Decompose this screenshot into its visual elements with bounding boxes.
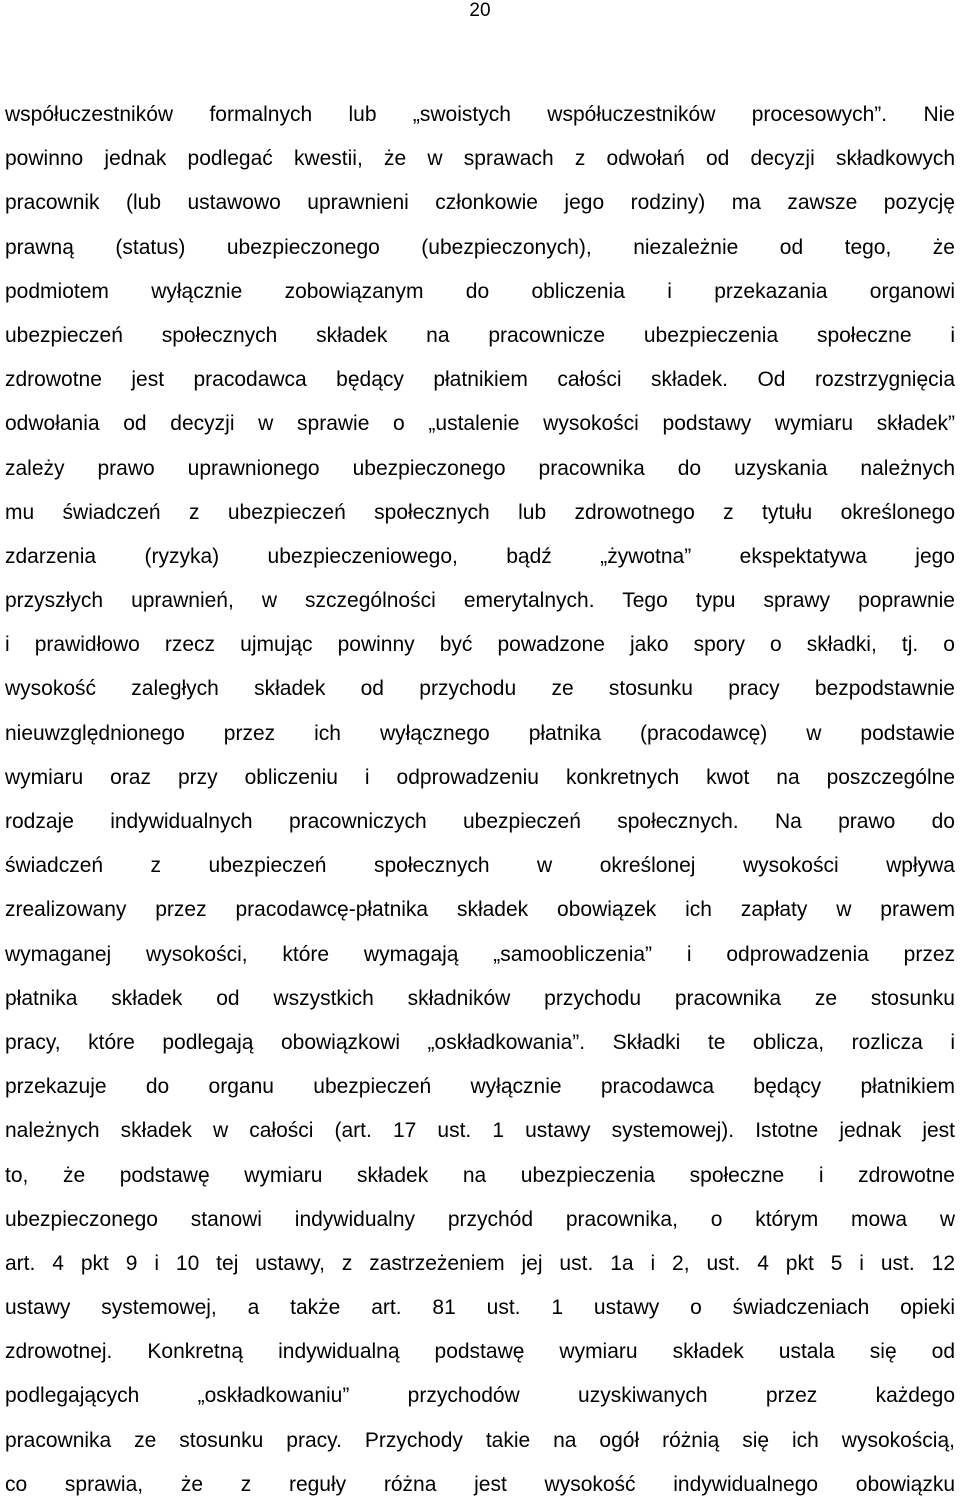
text-line: świadczeń z ubezpieczeń społecznych w określonej wysokości wpływa — [5, 854, 955, 878]
text-line: powinno jednak podlegać kwestii, że w sprawach z odwołań od decyzji składkowych — [5, 147, 955, 171]
text-line: ubezpieczeń społecznych składek na pracownicze ubezpieczenia społeczne i — [5, 323, 955, 347]
text-line: pracownika ze stosunku pracy. Przychody takie na ogół różnią się ich wysokością, — [5, 1428, 955, 1452]
text-line: wysokość zaległych składek od przychodu ze stosunku pracy bezpodstawnie — [5, 677, 955, 701]
page-number: 20 — [469, 0, 491, 21]
text-line: zdrowotnej. Konkretną indywidualną podstawę wymiaru składek ustala się od — [5, 1340, 955, 1364]
text-line: przekazuje do organu ubezpieczeń wyłącznie pracodawca będący płatnikiem — [5, 1075, 955, 1099]
text-line: i prawidłowo rzecz ujmując powinny być powadzone jako spory o składki, tj. o — [5, 633, 955, 657]
body-paragraph — [5, 93, 955, 1507]
text-line: współuczestników formalnych lub „swoistych współuczestników procesowych”. Nie — [5, 103, 955, 126]
text-line: podlegających „oskładkowaniu” przychodów uzyskiwanych przez każdego — [5, 1384, 955, 1408]
text-line: pracy, które podlegają obowiązkowi „oskładkowania”. Składki te oblicza, rozlicza i — [5, 1030, 955, 1054]
text-line: należnych składek w całości (art. 17 ust. 1 ustawy systemowej). Istotne jednak jest — [5, 1119, 955, 1143]
text-line: to, że podstawę wymiaru składek na ubezpieczenia społeczne i zdrowotne — [5, 1163, 955, 1187]
text-line: podmiotem wyłącznie zobowiązanym do obliczenia i przekazania organowi — [5, 279, 955, 303]
text-line: mu świadczeń z ubezpieczeń społecznych lub zdrowotnego z tytułu określonego — [5, 500, 955, 524]
text-line: odwołania od decyzji w sprawie o „ustalenie wysokości podstawy wymiaru składek” — [5, 412, 955, 436]
text-line: przyszłych uprawnień, w szczególności emerytalnych. Tego typu sprawy poprawnie — [5, 589, 955, 613]
text-line: wymaganej wysokości, które wymagają „samoobliczenia” i odprowadzenia przez — [5, 942, 955, 966]
text-line: ustawy systemowej, a także art. 81 ust. 1 ustawy o świadczeniach opieki — [5, 1296, 955, 1320]
text-line: ubezpieczonego stanowi indywidualny przychód pracownika, o którym mowa w — [5, 1207, 955, 1231]
text-line: pracownik (lub ustawowo uprawnieni członkowie jego rodziny) ma zawsze pozycję — [5, 191, 955, 215]
text-line: nieuwzględnionego przez ich wyłącznego płatnika (pracodawcę) w podstawie — [5, 721, 955, 745]
text-line: prawną (status) ubezpieczonego (ubezpieczonych), niezależnie od tego, że — [5, 235, 955, 259]
text-line: zależy prawo uprawnionego ubezpieczonego pracownika do uzyskania należnych — [5, 456, 955, 480]
text-line: zrealizowany przez pracodawcę-płatnika składek obowiązek ich zapłaty w prawem — [5, 898, 955, 922]
text-line: co sprawia, że z reguły różna jest wysokość indywidualnego obowiązku — [5, 1472, 955, 1496]
text-line: art. 4 pkt 9 i 10 tej ustawy, z zastrzeżeniem jej ust. 1a i 2, ust. 4 pkt 5 i ust. 12 — [5, 1251, 955, 1275]
text-line: płatnika składek od wszystkich składników przychodu pracownika ze stosunku — [5, 986, 955, 1010]
text-line: zdrowotne jest pracodawca będący płatnikiem całości składek. Od rozstrzygnięcia — [5, 368, 955, 392]
text-line: zdarzenia (ryzyka) ubezpieczeniowego, bądź „żywotna” ekspektatywa jego — [5, 544, 955, 568]
text-line: rodzaje indywidualnych pracowniczych ubezpieczeń społecznych. Na prawo do — [5, 810, 955, 833]
text-line: wymiaru oraz przy obliczeniu i odprowadzeniu konkretnych kwot na poszczególne — [5, 765, 955, 789]
